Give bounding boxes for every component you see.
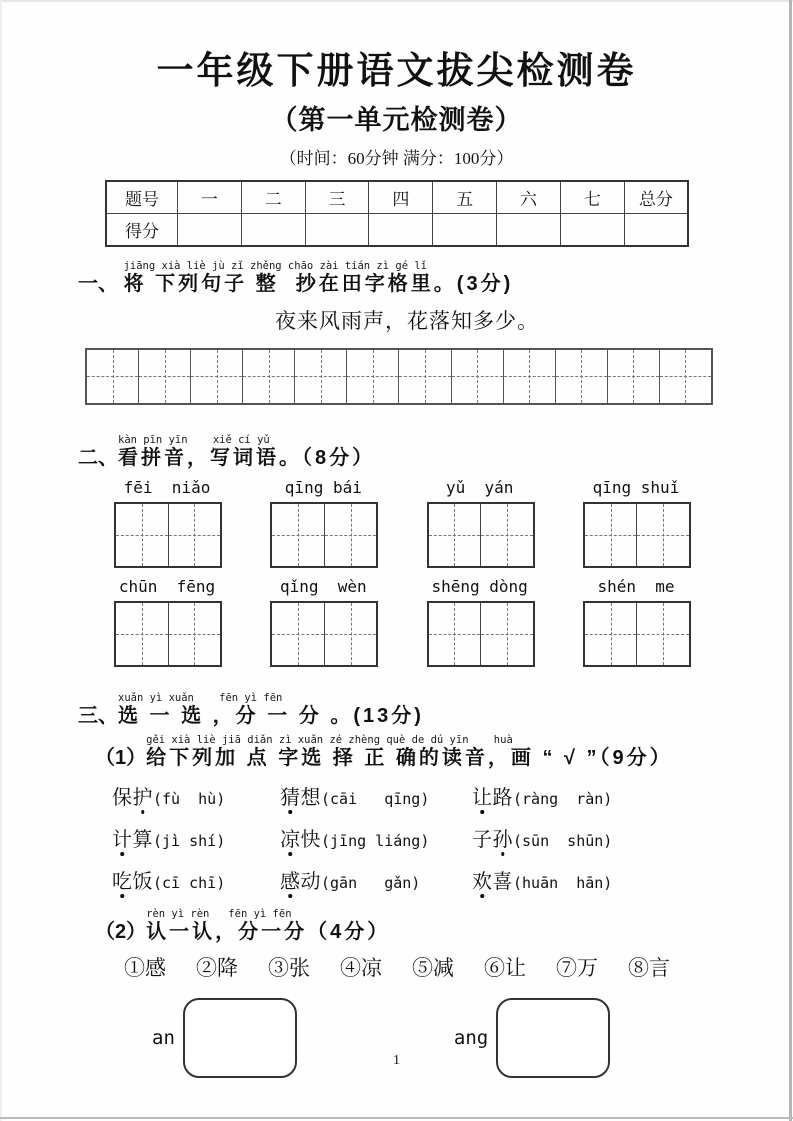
entry-word xyxy=(472,829,513,851)
entry-word xyxy=(280,829,321,851)
entry-dotted-char: 让 xyxy=(472,781,493,810)
tianzige-cell xyxy=(504,350,556,403)
pinyin-word-group xyxy=(583,478,689,568)
section-2-number: 二、 xyxy=(78,446,118,469)
entry-char: 动 xyxy=(300,870,321,893)
score-cell xyxy=(433,213,497,246)
entry-reading-options: (cāi qīng) xyxy=(321,789,430,808)
pinyin-label: qǐng wèn xyxy=(279,576,367,596)
entry-word xyxy=(112,787,153,809)
entry-dotted-char: 护 xyxy=(133,781,154,810)
entry-char: 喜 xyxy=(492,870,513,893)
pinyin-label: shēng dòng xyxy=(431,576,528,596)
tianzige-cell xyxy=(87,350,139,403)
pinyin-word-group xyxy=(114,577,220,667)
entry-dotted-char: 凉 xyxy=(280,823,301,852)
pinyin-word-group xyxy=(270,577,376,667)
tianzige-cell xyxy=(295,350,347,403)
section-1-text: 将 下列句子 整 抄在田字格里。(3分) xyxy=(123,272,514,295)
entry-word xyxy=(472,871,513,893)
entry-reading-options: (sūn shūn) xyxy=(513,831,613,850)
tianzige-cell xyxy=(169,504,221,566)
scan-edge-bottom xyxy=(0,1117,793,1119)
pinyin-word-group xyxy=(114,478,220,568)
entry-reading-options: (cī chī) xyxy=(153,873,226,892)
writing-box xyxy=(583,502,691,568)
question-number-cell: 七 xyxy=(560,181,624,214)
section-3-body xyxy=(118,692,424,729)
tianzige-cell xyxy=(116,603,169,665)
pinyin-label: qīng shuǐ xyxy=(592,477,680,497)
pinyin-label: chūn fēng xyxy=(118,576,216,596)
tianzige-cell xyxy=(585,603,638,665)
entry-char: 算 xyxy=(132,828,153,851)
score-cell xyxy=(305,213,369,246)
reading-entry xyxy=(472,781,793,810)
section-3-heading xyxy=(78,692,793,729)
part-1-body xyxy=(146,734,673,771)
reading-entry xyxy=(280,781,472,810)
reading-entry xyxy=(112,865,280,894)
scan-edge-right xyxy=(789,0,792,1121)
entry-char: 快 xyxy=(300,828,321,851)
entry-dotted-char: 猜 xyxy=(280,781,301,810)
entry-dotted-char: 欢 xyxy=(472,865,493,894)
tianzige-cell xyxy=(243,350,295,403)
tianzige-cell xyxy=(325,504,377,566)
score-cell xyxy=(178,213,242,246)
entry-reading-options: (gān gǎn) xyxy=(321,873,421,892)
part-1-pinyin: gěi xià liè jiā diǎn zì xuǎn zé zhèng què de dú yīn huà xyxy=(146,733,513,746)
entry-char: 子 xyxy=(472,828,493,851)
classify-item: ①感 xyxy=(124,955,166,980)
tianzige-cell xyxy=(116,504,169,566)
score-cell xyxy=(369,213,433,246)
tianzige-cell xyxy=(637,504,689,566)
classify-item: ⑥让 xyxy=(484,955,526,980)
writing-box xyxy=(114,502,222,568)
entry-reading-options: (jīng liáng) xyxy=(321,831,430,850)
writing-box xyxy=(583,601,691,667)
pinyin-label: yǔ yán xyxy=(445,477,514,497)
entry-char: 饭 xyxy=(132,870,153,893)
tianzige-cell xyxy=(481,603,533,665)
tianzige-cell xyxy=(139,350,191,403)
reading-entry xyxy=(280,865,472,894)
entry-reading-options: (fù hù) xyxy=(153,789,226,808)
entry-dotted-char: 吃 xyxy=(112,865,133,894)
entry-dotted-char: 感 xyxy=(280,865,301,894)
tianzige-cell xyxy=(660,350,711,403)
paper-subtitle: （第一单元检测卷） xyxy=(270,104,523,135)
scan-edge-top xyxy=(0,0,793,2)
classify-item: ③张 xyxy=(268,955,310,980)
writing-box xyxy=(270,601,378,667)
tianzige-cell xyxy=(452,350,504,403)
tianzige-cell xyxy=(347,350,399,403)
time-score-info: （时间：60分钟 满分：100分） xyxy=(279,148,514,168)
part-2-pinyin: rèn yì rèn fēn yì fēn xyxy=(146,907,292,920)
writing-box xyxy=(114,601,222,667)
score-cell xyxy=(560,213,624,246)
category-label: an xyxy=(152,1026,175,1049)
writing-box xyxy=(427,502,535,568)
section-2 xyxy=(0,434,793,667)
writing-box xyxy=(270,502,378,568)
classify-item: ⑧言 xyxy=(628,955,670,980)
score-table-body xyxy=(106,181,688,246)
pinyin-word-row xyxy=(114,577,689,667)
entry-word xyxy=(112,871,153,893)
tianzige-cell xyxy=(272,504,325,566)
section-1-body xyxy=(124,260,514,297)
entry-word xyxy=(112,829,153,851)
part-1-number: （1） xyxy=(95,746,147,769)
category-label: ang xyxy=(453,1026,489,1049)
reading-entry xyxy=(112,781,280,810)
reading-entry xyxy=(280,823,472,852)
scan-edge-left xyxy=(0,0,2,1121)
entry-reading-options: (huān hān) xyxy=(513,873,613,892)
copy-grid xyxy=(85,348,713,405)
section-2-text: 看拼音，写词语。（8分） xyxy=(118,446,376,469)
classify-items xyxy=(124,952,793,982)
reading-entry xyxy=(472,823,793,852)
tianzige-cell xyxy=(399,350,451,403)
tianzige-cell xyxy=(585,504,638,566)
question-number-cell: 二 xyxy=(241,181,305,214)
classify-item: ④凉 xyxy=(340,955,382,980)
section-2-body xyxy=(118,434,375,471)
part-2-body xyxy=(146,908,390,945)
question-number-row xyxy=(106,181,688,214)
classify-item: ②降 xyxy=(196,955,238,980)
entry-reading-options: (jì shí) xyxy=(153,831,226,850)
section-1-heading xyxy=(78,260,793,297)
paper-title: 一年级下册语文拔尖检测卷 xyxy=(156,50,637,91)
reading-entry xyxy=(472,865,793,894)
entry-word xyxy=(280,871,321,893)
pinyin-label: qīng bái xyxy=(284,477,362,497)
entry-dotted-char: 孙 xyxy=(493,823,514,852)
entry-reading-options: (ràng ràn) xyxy=(513,789,613,808)
entry-char: 保 xyxy=(112,786,133,809)
part-2-heading xyxy=(95,908,793,945)
part-2-number: （2） xyxy=(95,920,147,943)
entry-char: 路 xyxy=(492,786,513,809)
part-2-text: 认一认，分一分（4分） xyxy=(146,920,391,943)
section-1-number: 一、 xyxy=(78,272,124,295)
reading-entries xyxy=(112,781,793,894)
section-3-pinyin: xuǎn yì xuǎn fēn yì fēn xyxy=(118,691,283,704)
score-cell xyxy=(241,213,305,246)
score-cell xyxy=(497,213,561,246)
tianzige-cell xyxy=(169,603,221,665)
score-table xyxy=(105,180,689,247)
tianzige-cell xyxy=(272,603,325,665)
copy-sentence: 夜来风雨声，花落知多少。 xyxy=(275,308,539,333)
section-1-pinyin: jiāng xià liè jù zǐ zhěng chāo zài tián zì gé lǐ xyxy=(123,259,427,272)
pinyin-word-group xyxy=(270,478,376,568)
question-number-cell: 题号 xyxy=(106,181,178,214)
section-2-pinyin: kàn pīn yīn xiě cí yǔ xyxy=(118,433,270,446)
section-3-text: 选 一 选 ，分 一 分 。(13分) xyxy=(118,704,424,727)
tianzige-cell xyxy=(429,504,482,566)
section-3 xyxy=(0,692,793,1078)
tianzige-cell xyxy=(191,350,243,403)
classify-item: ⑦万 xyxy=(556,955,598,980)
score-row xyxy=(106,213,688,246)
writing-box xyxy=(427,601,535,667)
question-number-cell: 一 xyxy=(178,181,242,214)
entry-word xyxy=(472,787,513,809)
page-number: 1 xyxy=(393,1053,400,1068)
part-1-heading xyxy=(95,734,793,771)
entry-word xyxy=(280,787,321,809)
part-1-text: 给下列加 点 字选 择 正 确的读音，画 “ √ ”（9分） xyxy=(146,746,673,769)
section-3-number: 三、 xyxy=(78,704,118,727)
tianzige-cell xyxy=(325,603,377,665)
pinyin-word-group xyxy=(583,577,689,667)
tianzige-cell xyxy=(556,350,608,403)
pinyin-word-row xyxy=(114,478,689,568)
classify-item: ⑤减 xyxy=(412,955,454,980)
tianzige-cell xyxy=(637,603,689,665)
entry-char: 想 xyxy=(300,786,321,809)
question-number-cell: 五 xyxy=(433,181,497,214)
pinyin-label: fēi niǎo xyxy=(123,477,211,497)
question-number-cell: 四 xyxy=(369,181,433,214)
section-1 xyxy=(0,260,793,405)
question-number-cell: 六 xyxy=(497,181,561,214)
pinyin-label: shén me xyxy=(597,576,675,596)
reading-entry xyxy=(112,823,280,852)
tianzige-cell xyxy=(481,504,533,566)
pinyin-word-group xyxy=(427,577,533,667)
entry-dotted-char: 计 xyxy=(112,823,133,852)
pinyin-word-group xyxy=(427,478,533,568)
question-number-cell: 总分 xyxy=(624,181,688,214)
question-number-cell: 三 xyxy=(305,181,369,214)
tianzige-cell xyxy=(608,350,660,403)
section-2-heading xyxy=(78,434,793,471)
score-cell xyxy=(624,213,688,246)
tianzige-cell xyxy=(429,603,482,665)
score-cell: 得分 xyxy=(106,213,178,246)
